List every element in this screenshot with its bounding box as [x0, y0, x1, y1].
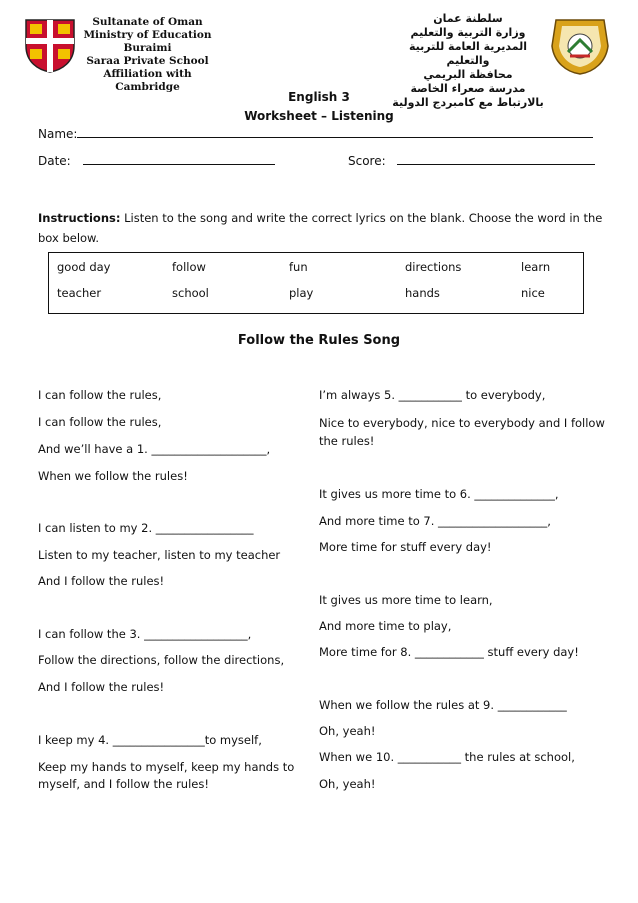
cambridge-crest-logo [22, 16, 78, 74]
lyric-line: Keep my hands to myself, keep my hands to [38, 760, 295, 774]
course-title: English 3 [288, 90, 350, 104]
lyric-line: Oh, yeah! [319, 777, 376, 791]
lyric-line[interactable]: I keep my 4. ________________to myself, [38, 733, 262, 747]
score-field[interactable] [348, 154, 595, 168]
instructions-label: Instructions: [38, 211, 121, 225]
school-emblem-logo [548, 16, 612, 76]
lyric-line: Listen to my teacher, listen to my teacher [38, 548, 281, 562]
word-bank-item: nice [521, 286, 545, 300]
word-bank-item: learn [521, 260, 551, 274]
lyric-line: It gives us more time to learn, [319, 593, 493, 607]
word-bank-item: fun [289, 260, 308, 274]
lyric-line: More time for stuff every day! [319, 540, 492, 554]
lyric-line[interactable]: I’m always 5. ___________ to everybody, [319, 388, 546, 402]
song-title: Follow the Rules Song [237, 333, 401, 348]
name-field[interactable] [38, 127, 593, 141]
lyric-line[interactable]: I can follow the 3. __________________, [38, 627, 252, 641]
word-bank-item: hands [405, 286, 440, 300]
name-label: Name: [38, 127, 78, 141]
lyric-line[interactable]: And we’ll have a 1. ____________________, [38, 442, 271, 456]
lyric-line: I can follow the rules, [38, 388, 162, 402]
school-name-arabic: سلطنة عمان وزارة التربية والتعليم المديرية العامة للتربية والتعليم محافظة البريمي مدرسة صعراء الخاصة بالارتباط مع كامبردج الدولية [392, 12, 544, 109]
word-bank-item: teacher [57, 286, 102, 300]
date-field[interactable] [38, 154, 275, 168]
word-bank-item: good day [57, 260, 111, 274]
lyric-line: myself, and I follow the rules! [38, 777, 209, 791]
word-bank-box [48, 252, 584, 314]
date-blank[interactable] [83, 164, 275, 165]
date-label: Date: [38, 154, 71, 168]
lyric-line[interactable]: When we follow the rules at 9. ____________ [319, 698, 567, 712]
lyric-line: Nice to everybody, nice to everybody and I follow [319, 416, 605, 430]
lyric-line[interactable]: It gives us more time to 6. ______________, [319, 487, 559, 501]
score-label: Score: [348, 154, 386, 168]
lyric-line[interactable]: I can listen to my 2. _________________ [38, 521, 254, 535]
score-blank[interactable] [397, 164, 595, 165]
lyric-line: And I follow the rules! [38, 574, 165, 588]
lyric-line: Oh, yeah! [319, 724, 376, 738]
worksheet-title: Worksheet – Listening [244, 109, 394, 123]
instructions-text: Listen to the song and write the correct lyrics on the blank. Choose the word in the box below. [38, 211, 603, 245]
lyric-line: Follow the directions, follow the directions, [38, 653, 285, 667]
name-blank[interactable] [77, 137, 593, 138]
instructions [38, 208, 603, 248]
word-bank-item: follow [172, 260, 206, 274]
lyric-line[interactable]: And more time to 7. ___________________, [319, 514, 551, 528]
lyric-line: the rules! [319, 434, 375, 448]
lyric-line[interactable]: More time for 8. ____________ stuff every day! [319, 645, 579, 659]
word-bank-item: school [172, 286, 209, 300]
word-bank-item: directions [405, 260, 462, 274]
lyric-line[interactable]: When we 10. ___________ the rules at school, [319, 750, 575, 764]
school-name-english: Sultanate of Oman Ministry of Education Buraimi Saraa Private School Affiliation with Cambridge [83, 16, 212, 93]
lyric-line: I can follow the rules, [38, 415, 162, 429]
lyric-line: And more time to play, [319, 619, 452, 633]
lyric-line: And I follow the rules! [38, 680, 165, 694]
lyric-line: When we follow the rules! [38, 469, 188, 483]
word-bank-item: play [289, 286, 314, 300]
